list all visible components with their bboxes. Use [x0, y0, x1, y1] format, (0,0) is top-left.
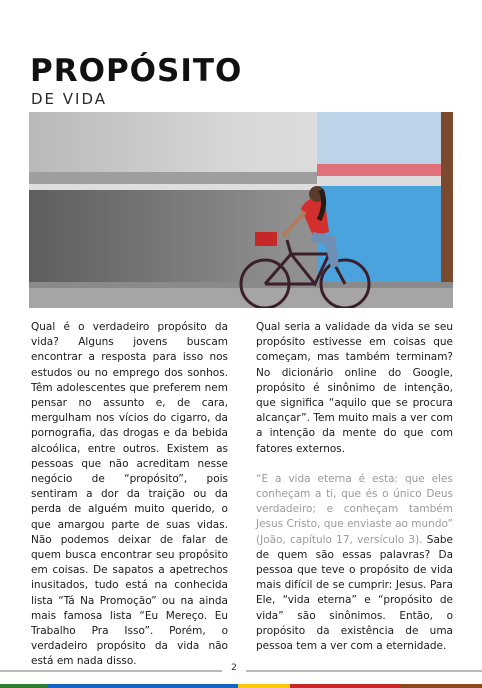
page-subtitle: DE VIDA	[31, 90, 108, 108]
page-title: PROPÓSITO	[30, 53, 243, 89]
color-strip-yellow	[238, 684, 290, 688]
color-strip-green	[0, 684, 48, 688]
body-text: Sabe de quem são essas palavras? Da pessoa que teve o propósito de vida mais difícil de se cumprir: Jesus. Para Ele, “vida eterna” e “propósito de vida” são sinônimos. Então, o propósito da existência de uma pessoa tem a ver com a eternidade.	[256, 533, 454, 653]
color-strip-brown	[400, 684, 482, 688]
bible-quote: “E a vida eterna é esta: que eles conheçam a ti, que és o único Deus verdadeiro; e conheçam também Jesus Cristo, que enviaste ao mundo” (João, capítulo 17, versículo 3).	[256, 472, 453, 546]
body-paragraph: Qual é o verdadeiro propósito da vida? Alguns jovens buscam encontrar a resposta para isso nos estudos ou no emprego dos sonhos. Têm adolescentes que preferem nem pensar no assunto e, de cara, mergulham nos vícios do cigarro, da pornografia, das drogas e da bebida alcoólica, entre outros. Existem as pessoas que não acreditam nesse negócio de “propósito”, pois sentiram a dor da traição ou da perda de alguém muito querido, o que amargou parte de suas vidas. Não podemos deixar de falar de quem busca encontrar seu propósito em coisas. De sapatos a apetrechos inusitados, tudo está na conhecida lista “Tá Na Promoção” ou na ainda mais famosa lista “Eu Mereço. Eu Trabalho Pra Isso”. Porém, o verdadeiro propósito da vida não está em nada disso.	[31, 321, 228, 668]
page-number: 2	[231, 663, 237, 673]
left-column	[31, 320, 228, 670]
color-strip-red	[290, 684, 400, 688]
body-paragraph-with-quote	[256, 472, 453, 654]
body-paragraph: Qual seria a validade da vida se seu propósito estivesse em coisas que começam, mas também terminam? No dicionário online do Google, propósito é sinônimo de intenção, que significa “aquilo que se procura alcançar”. Tem muito mais a ver com a intenção da mente do que com fatores externos.	[256, 321, 453, 455]
footer-rule-left	[0, 670, 222, 672]
right-column	[256, 320, 453, 654]
paragraph-gap	[256, 457, 453, 472]
color-strip-blue	[48, 684, 238, 688]
footer-rule-right	[246, 670, 482, 672]
girl-riding-bicycle-photo	[29, 112, 453, 308]
